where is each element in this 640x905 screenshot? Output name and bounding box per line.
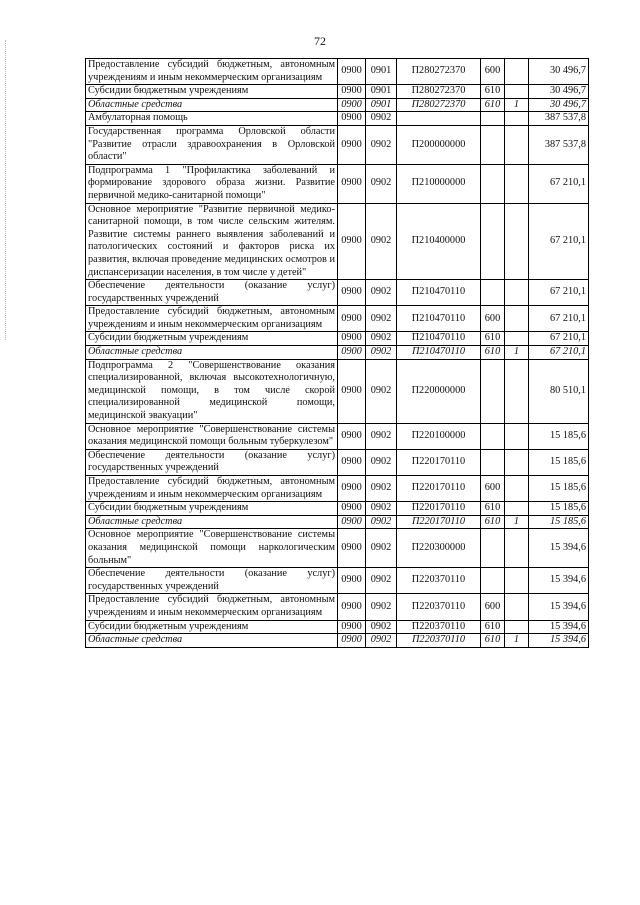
cell-name: Областные средства: [86, 634, 338, 648]
cell-target-article: П280272370: [397, 59, 481, 85]
cell-expense-type: [481, 529, 505, 568]
cell-target-article: П220370110: [397, 568, 481, 594]
cell-funding-source: [505, 280, 529, 306]
cell-section: 0900: [338, 634, 366, 648]
cell-target-article: П210470110: [397, 332, 481, 346]
cell-name: Субсидии бюджетным учреждениям: [86, 620, 338, 634]
cell-amount: 67 210,1: [529, 203, 589, 280]
cell-target-article: П210470110: [397, 280, 481, 306]
cell-target-article: П200000000: [397, 125, 481, 164]
table-row: [86, 359, 589, 423]
cell-expense-type: [481, 568, 505, 594]
cell-section: 0900: [338, 85, 366, 99]
cell-amount: 387 537,8: [529, 112, 589, 126]
cell-section: 0900: [338, 203, 366, 280]
cell-amount: 15 394,6: [529, 620, 589, 634]
cell-name: Предоставление субсидий бюджетным, автономным учреждениям и иным некоммерческим организациям: [86, 476, 338, 502]
cell-target-article: П220170110: [397, 449, 481, 475]
table-row: [86, 306, 589, 332]
cell-section: 0900: [338, 594, 366, 620]
table-row: [86, 568, 589, 594]
table-row: [86, 125, 589, 164]
cell-target-article: П220170110: [397, 502, 481, 516]
table-row: [86, 515, 589, 529]
cell-amount: 15 185,6: [529, 502, 589, 516]
cell-section: 0900: [338, 620, 366, 634]
cell-amount: 15 185,6: [529, 449, 589, 475]
cell-target-article: П280272370: [397, 85, 481, 99]
budget-table: [85, 58, 589, 648]
cell-expense-type: 610: [481, 332, 505, 346]
cell-expense-type: 600: [481, 594, 505, 620]
cell-subsection: 0902: [366, 620, 397, 634]
cell-expense-type: [481, 449, 505, 475]
cell-section: 0900: [338, 125, 366, 164]
cell-subsection: 0902: [366, 332, 397, 346]
cell-funding-source: [505, 164, 529, 203]
table-row: [86, 346, 589, 360]
cell-amount: 15 185,6: [529, 515, 589, 529]
cell-section: 0900: [338, 332, 366, 346]
cell-name: Предоставление субсидий бюджетным, автономным учреждениям и иным некоммерческим организациям: [86, 306, 338, 332]
cell-target-article: П220000000: [397, 359, 481, 423]
cell-target-article: П210470110: [397, 346, 481, 360]
cell-funding-source: [505, 423, 529, 449]
cell-target-article: П220170110: [397, 476, 481, 502]
cell-section: 0900: [338, 502, 366, 516]
table-row: [86, 203, 589, 280]
cell-expense-type: 610: [481, 620, 505, 634]
table-row: [86, 620, 589, 634]
cell-expense-type: [481, 280, 505, 306]
cell-name: Предоставление субсидий бюджетным, автономным учреждениям и иным некоммерческим организациям: [86, 594, 338, 620]
table-row: [86, 332, 589, 346]
cell-subsection: 0902: [366, 359, 397, 423]
cell-section: 0900: [338, 112, 366, 126]
table-row: [86, 449, 589, 475]
cell-amount: 15 394,6: [529, 529, 589, 568]
cell-section: 0900: [338, 359, 366, 423]
table-row: [86, 502, 589, 516]
table-row: [86, 98, 589, 112]
cell-section: 0900: [338, 449, 366, 475]
table-row: [86, 594, 589, 620]
cell-target-article: П210000000: [397, 164, 481, 203]
cell-funding-source: [505, 59, 529, 85]
cell-amount: 15 394,6: [529, 568, 589, 594]
page-number: 72: [314, 34, 326, 48]
cell-target-article: П220170110: [397, 515, 481, 529]
cell-expense-type: 600: [481, 59, 505, 85]
cell-funding-source: [505, 203, 529, 280]
cell-funding-source: [505, 620, 529, 634]
binding-margin-marks: [5, 40, 8, 340]
cell-subsection: 0902: [366, 476, 397, 502]
cell-name: Основное мероприятие "Совершенствование системы оказания медицинской помощи наркологическим больным": [86, 529, 338, 568]
cell-target-article: П210470110: [397, 306, 481, 332]
cell-section: 0900: [338, 306, 366, 332]
cell-funding-source: 1: [505, 98, 529, 112]
cell-name: Обеспечение деятельности (оказание услуг) государственных учреждений: [86, 280, 338, 306]
cell-expense-type: 600: [481, 476, 505, 502]
table-row: [86, 634, 589, 648]
cell-amount: 30 496,7: [529, 85, 589, 99]
cell-name: Субсидии бюджетным учреждениям: [86, 502, 338, 516]
cell-section: 0900: [338, 529, 366, 568]
cell-expense-type: 610: [481, 515, 505, 529]
cell-subsection: 0902: [366, 449, 397, 475]
cell-expense-type: [481, 125, 505, 164]
cell-name: Основное мероприятие "Развитие первичной медико-санитарной помощи, в том числе сельским жителям. Развитие системы раннего выявления заболеваний и патологических состояний и факторов риска их развития, включая проведение медицинских осмотров и диспансеризации населения, в том числе у детей": [86, 203, 338, 280]
cell-subsection: 0902: [366, 346, 397, 360]
cell-name: Областные средства: [86, 98, 338, 112]
cell-expense-type: [481, 112, 505, 126]
table-row: [86, 529, 589, 568]
cell-amount: 387 537,8: [529, 125, 589, 164]
table-row: [86, 280, 589, 306]
cell-target-article: П220370110: [397, 634, 481, 648]
table-row: [86, 476, 589, 502]
cell-name: Областные средства: [86, 346, 338, 360]
cell-section: 0900: [338, 280, 366, 306]
cell-funding-source: [505, 568, 529, 594]
budget-table-body: [86, 59, 589, 648]
cell-expense-type: 610: [481, 85, 505, 99]
cell-expense-type: [481, 359, 505, 423]
cell-section: 0900: [338, 98, 366, 112]
cell-target-article: П210400000: [397, 203, 481, 280]
cell-funding-source: 1: [505, 346, 529, 360]
cell-target-article: П220300000: [397, 529, 481, 568]
cell-funding-source: 1: [505, 634, 529, 648]
cell-target-article: П220370110: [397, 594, 481, 620]
cell-subsection: 0901: [366, 85, 397, 99]
cell-subsection: 0902: [366, 164, 397, 203]
cell-expense-type: 610: [481, 502, 505, 516]
cell-funding-source: [505, 332, 529, 346]
cell-subsection: 0902: [366, 502, 397, 516]
cell-funding-source: [505, 476, 529, 502]
cell-funding-source: [505, 306, 529, 332]
cell-amount: 15 185,6: [529, 423, 589, 449]
table-row: [86, 59, 589, 85]
cell-name: Амбулаторная помощь: [86, 112, 338, 126]
cell-subsection: 0902: [366, 112, 397, 126]
cell-name: Обеспечение деятельности (оказание услуг) государственных учреждений: [86, 449, 338, 475]
cell-name: Предоставление субсидий бюджетным, автономным учреждениям и иным некоммерческим организациям: [86, 59, 338, 85]
table-row: [86, 423, 589, 449]
cell-name: Основное мероприятие "Совершенствование системы оказания медицинской помощи больным туберкулезом": [86, 423, 338, 449]
cell-expense-type: 600: [481, 306, 505, 332]
cell-amount: 67 210,1: [529, 332, 589, 346]
cell-amount: 30 496,7: [529, 59, 589, 85]
cell-expense-type: [481, 164, 505, 203]
cell-funding-source: 1: [505, 515, 529, 529]
cell-subsection: 0901: [366, 98, 397, 112]
cell-name: Государственная программа Орловской области "Развитие отрасли здравоохранения в Орловской области": [86, 125, 338, 164]
cell-funding-source: [505, 359, 529, 423]
cell-funding-source: [505, 449, 529, 475]
cell-name: Подпрограмма 1 "Профилактика заболеваний и формирование здорового образа жизни. Развитие первичной медико-санитарной помощи": [86, 164, 338, 203]
cell-section: 0900: [338, 476, 366, 502]
cell-target-article: П220100000: [397, 423, 481, 449]
cell-name: Обеспечение деятельности (оказание услуг) государственных учреждений: [86, 568, 338, 594]
cell-subsection: 0902: [366, 529, 397, 568]
cell-amount: 15 394,6: [529, 634, 589, 648]
cell-subsection: 0902: [366, 594, 397, 620]
cell-funding-source: [505, 125, 529, 164]
cell-expense-type: 610: [481, 634, 505, 648]
cell-name: Субсидии бюджетным учреждениям: [86, 85, 338, 99]
cell-funding-source: [505, 85, 529, 99]
cell-section: 0900: [338, 164, 366, 203]
cell-subsection: 0902: [366, 203, 397, 280]
cell-name: Подпрограмма 2 "Совершенствование оказания специализированной, включая высокотехнологичную, медицинской помощи, в том числе скорой специализированной медицинской помощи, медицинской эвакуации": [86, 359, 338, 423]
cell-amount: 30 496,7: [529, 98, 589, 112]
cell-section: 0900: [338, 59, 366, 85]
cell-subsection: 0902: [366, 634, 397, 648]
cell-subsection: 0901: [366, 59, 397, 85]
cell-subsection: 0902: [366, 125, 397, 164]
cell-amount: 80 510,1: [529, 359, 589, 423]
cell-amount: 67 210,1: [529, 280, 589, 306]
cell-amount: 15 185,6: [529, 476, 589, 502]
cell-expense-type: [481, 203, 505, 280]
cell-amount: 67 210,1: [529, 346, 589, 360]
cell-expense-type: 610: [481, 98, 505, 112]
cell-funding-source: [505, 502, 529, 516]
cell-expense-type: 610: [481, 346, 505, 360]
cell-amount: 67 210,1: [529, 306, 589, 332]
cell-section: 0900: [338, 568, 366, 594]
table-row: [86, 112, 589, 126]
cell-funding-source: [505, 529, 529, 568]
cell-subsection: 0902: [366, 568, 397, 594]
cell-section: 0900: [338, 346, 366, 360]
cell-target-article: [397, 112, 481, 126]
cell-name: Субсидии бюджетным учреждениям: [86, 332, 338, 346]
cell-subsection: 0902: [366, 280, 397, 306]
table-row: [86, 85, 589, 99]
cell-expense-type: [481, 423, 505, 449]
cell-subsection: 0902: [366, 515, 397, 529]
cell-section: 0900: [338, 515, 366, 529]
cell-funding-source: [505, 594, 529, 620]
cell-target-article: П280272370: [397, 98, 481, 112]
cell-subsection: 0902: [366, 306, 397, 332]
table-row: [86, 164, 589, 203]
cell-amount: 15 394,6: [529, 594, 589, 620]
cell-target-article: П220370110: [397, 620, 481, 634]
cell-section: 0900: [338, 423, 366, 449]
cell-name: Областные средства: [86, 515, 338, 529]
cell-subsection: 0902: [366, 423, 397, 449]
cell-amount: 67 210,1: [529, 164, 589, 203]
cell-funding-source: [505, 112, 529, 126]
